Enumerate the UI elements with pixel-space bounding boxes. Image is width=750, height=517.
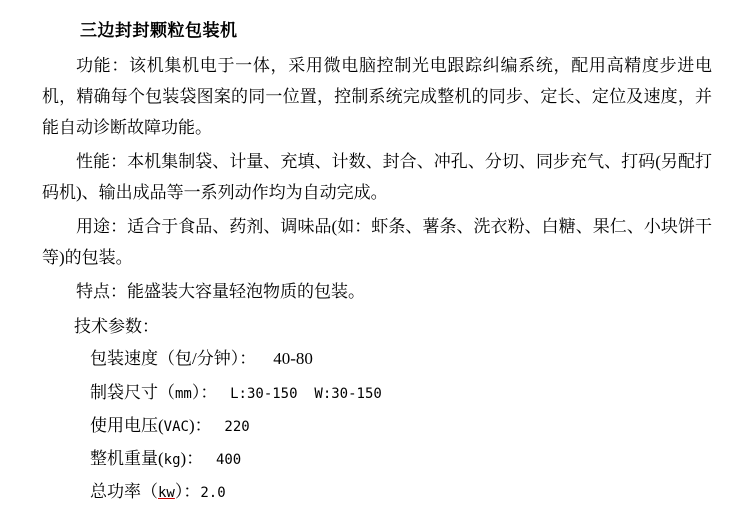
spec-label-bag-size-post: ）： bbox=[191, 382, 218, 402]
spec-label-voltage-pre: 使用电压( bbox=[90, 415, 164, 435]
spec-label-weight-post: )： bbox=[180, 448, 204, 468]
spec-heading: 技术参数： bbox=[74, 317, 159, 336]
spec-value-power: 2.0 bbox=[200, 485, 226, 501]
spec-row-weight bbox=[28, 442, 722, 475]
spec-value-voltage: 220 bbox=[224, 418, 250, 435]
spec-row-packing-speed bbox=[28, 342, 722, 375]
spec-value-bag-size: L:30-150 W:30-150 bbox=[230, 385, 382, 402]
paragraph-performance: 性能：本机集制袋、计量、充填、计数、封合、冲孔、分切、同步充气、打码(另配打码机)、输出成品等一系列动作均为自动完成。 bbox=[42, 151, 712, 203]
spec-unit-bag-size: mm bbox=[175, 385, 192, 402]
spec-value-packing-speed: 40-80 bbox=[273, 349, 313, 369]
spec-row-power bbox=[28, 475, 722, 508]
paragraph-features: 特点：能盛装大容量轻泡物质的包装。 bbox=[76, 281, 365, 301]
spec-value-weight: 400 bbox=[215, 451, 242, 468]
spec-row-voltage bbox=[28, 409, 722, 442]
spec-label-packing-speed: 包装速度（包/分钟）： bbox=[90, 349, 257, 369]
spec-label-power-post: ）： bbox=[174, 482, 201, 501]
spec-row-bag-size bbox=[28, 376, 722, 409]
spec-label-bag-size-pre: 制袋尺寸（ bbox=[90, 382, 175, 402]
spec-unit-voltage: VAC bbox=[163, 418, 189, 435]
spec-label-weight-pre: 整机重量( bbox=[90, 448, 164, 468]
spec-label-voltage-post: )： bbox=[188, 415, 212, 435]
paragraph-usage: 用途：适合于食品、药剂、调味品(如：虾条、薯条、洗衣粉、白糖、果仁、小块饼干等)的包装。 bbox=[42, 216, 712, 268]
spec-label-power-pre: 总功率（ bbox=[90, 482, 158, 501]
spec-unit-power: kw bbox=[158, 485, 175, 501]
paragraph-function: 功能：该机集机电于一体，采用微电脑控制光电跟踪纠编系统，配用高精度步进电机，精确每个包装袋图案的同一位置，控制系统完成整机的同步、定长、定位及速度，并能自动诊断故障功能。 bbox=[42, 55, 712, 138]
spec-unit-weight: kg bbox=[163, 451, 181, 468]
page-title: 三边封封颗粒包装机 bbox=[80, 21, 238, 40]
